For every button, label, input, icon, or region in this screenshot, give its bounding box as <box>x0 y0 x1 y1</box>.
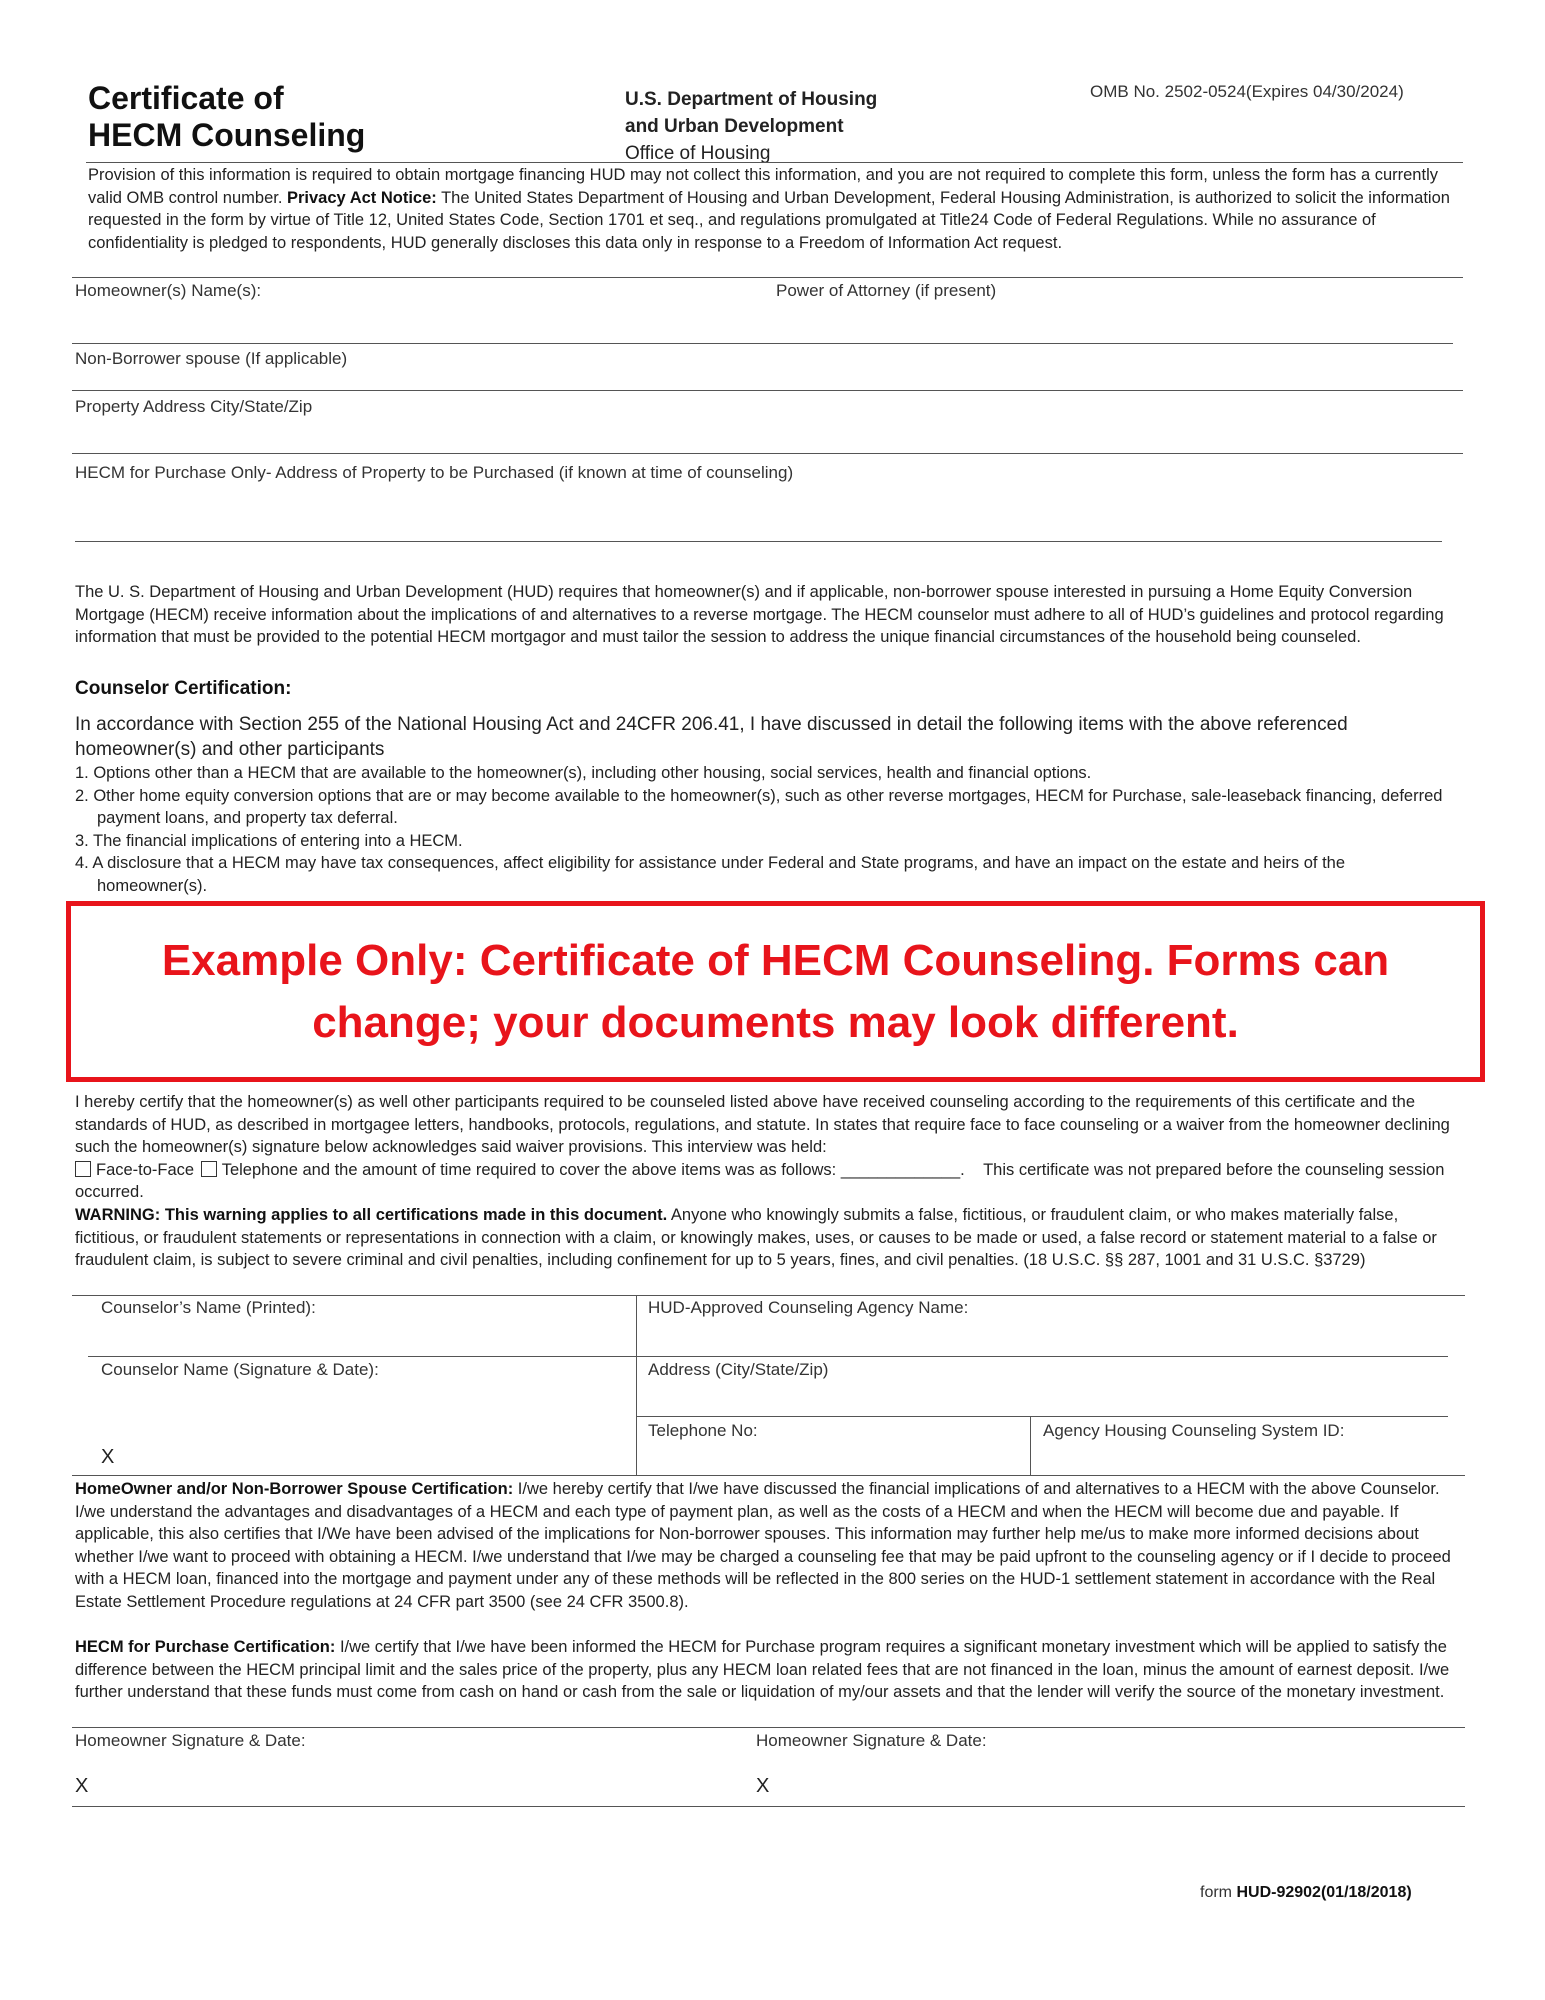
homeowner-names-line[interactable] <box>72 343 1453 344</box>
agency-address-label: Address (City/State/Zip) <box>648 1360 829 1379</box>
power-of-attorney-label: Power of Attorney (if present) <box>776 281 997 300</box>
intro-paragraph: The U. S. Department of Housing and Urban Development (HUD) requires that homeowner(s) and if applicable, non-borrower spouse interested in pursuing a Home Equity Conversion Mortgage (HECM) receive information about the implications of and alternatives to a reverse mortgage. The HECM counselor must adhere to all of HUD’s guidelines and protocol regarding information that must be provided to the potential HECM mortgagor and must tailor the session to address the unique financial circumstances of the household being counseled. <box>75 583 1444 647</box>
non-borrower-spouse-label: Non-Borrower spouse (If applicable) <box>75 349 348 368</box>
form-title-line2: HECM Counseling <box>88 117 366 153</box>
counselor-signature-label: Counselor Name (Signature & Date): <box>101 1360 379 1379</box>
warning-label: WARNING: This warning applies to all certifications made in this document. <box>75 1206 668 1224</box>
table-divider-vertical <box>1030 1416 1031 1475</box>
list-item: 3. The financial implications of entering into a HECM. <box>75 831 463 850</box>
purchase-address-label: HECM for Purchase Only- Address of Property to be Purchased (if known at time of counseling) <box>75 463 794 482</box>
homeowner-cert-label: HomeOwner and/or Non-Borrower Spouse Certification: <box>75 1480 514 1498</box>
homeowner-signature-x-right[interactable]: X <box>756 1775 770 1797</box>
agency-line2: and Urban Development <box>625 116 844 137</box>
warning-paragraph <box>75 1204 1460 1272</box>
agency-name-label: HUD-Approved Counseling Agency Name: <box>648 1298 969 1317</box>
system-id-label: Agency Housing Counseling System ID: <box>1043 1421 1345 1440</box>
counselor-cert-heading: Counselor Certification: <box>75 678 292 699</box>
purchase-cert-text: I/we certify that I/we have been informed the HECM for Purchase program requires a significant monetary investment which will be applied to satisfy the difference between the HECM principal limit and the sales price of the property, plus any HECM loan related fees that are not financed in the loan, minus the amount of earnest deposit. I/we further understand that these funds must come from cash on hand or cash from the sale or liquidation of my/our assets and that the lender will verify the source of the monetary investment. <box>75 1638 1450 1702</box>
homeowner-cert-paragraph <box>75 1478 1460 1614</box>
form-title-line1: Certificate of <box>88 80 284 116</box>
counselor-cert-lead: In accordance with Section 255 of the National Housing Act and 24CFR 206.41, I have discussed in detail the following items with the above referenced homeowner(s) and other participants <box>75 714 1348 760</box>
example-only-banner: Example Only: Certificate of HECM Counseling. Forms can change; your documents may look different. <box>66 901 1485 1082</box>
counselor-name-printed-label: Counselor’s Name (Printed): <box>101 1298 316 1317</box>
agency-line1: U.S. Department of Housing <box>625 89 878 110</box>
table-bottom-line <box>72 1475 1465 1476</box>
counselor-name-line[interactable] <box>88 1356 1448 1357</box>
telephone-checkbox[interactable] <box>201 1161 217 1177</box>
property-address-label: Property Address City/State/Zip <box>75 397 313 416</box>
certify-paragraph <box>75 1091 1460 1204</box>
list-item: 4. A disclosure that a HECM may have tax consequences, affect eligibility for assistance under Federal and State programs, and have an impact on the estate and heirs of the homeowner(s). <box>75 854 1346 895</box>
warning-text: Anyone who knowingly submits a false, fictitious, or fraudulent claim, or who makes materially false, fictitious, or fraudulent statements or representations in connection with a claim, or knowingly makes, uses, or causes to be made or used, a false record or statement material to a false or fraudulent claim, is subject to severe criminal and civil penalties, including confinement for up to 5 years, fines, and civil penalties. (18 U.S.C. §§ 287, 1001 and 31 U.S.C. §3729) <box>75 1206 1437 1270</box>
counselor-cert-list <box>75 762 1453 898</box>
purchase-cert-paragraph <box>75 1636 1460 1704</box>
table-top-line <box>72 1295 1465 1296</box>
omb-number: OMB No. 2502-0524(Expires 04/30/2024) <box>1090 82 1404 101</box>
privacy-text-a: Provision of this information is required to obtain mortgage financing HUD may not collect this information, and you are not required to complete this form, unless the form has a currently valid OMB control number. <box>88 166 1438 207</box>
face-to-face-label: Face-to-Face <box>96 1160 195 1179</box>
agency-office: Office of Housing <box>625 143 771 164</box>
form-footer <box>1200 1884 1412 1902</box>
agency-block <box>625 86 877 167</box>
purchase-cert-label: HECM for Purchase Certification: <box>75 1638 336 1656</box>
footer-prefix: form <box>1200 1884 1237 1901</box>
time-required-text: and the amount of time required to cover the above items was as follows: _____________. <box>302 1160 965 1179</box>
homeowner-signature-label-right: Homeowner Signature & Date: <box>756 1731 987 1750</box>
property-address-line[interactable] <box>72 453 1463 454</box>
non-borrower-spouse-line[interactable] <box>72 390 1463 391</box>
homeowner-signature-label-left: Homeowner Signature & Date: <box>75 1731 306 1750</box>
privacy-notice <box>88 164 1458 254</box>
face-to-face-checkbox[interactable] <box>75 1161 91 1177</box>
purchase-address-line[interactable] <box>75 541 1442 542</box>
telephone-label: Telephone No: <box>648 1421 758 1440</box>
privacy-text-b: The United States Department of Housing and Urban Development, Federal Housing Administration, is authorized to solicit the information requested in the form by virtue of Title 12, United States Code, Section 1701 et seq., and regulations promulgated at Title24 Code of Federal Regulations. While no assurance of confidentiality is pledged to respondents, HUD generally discloses this data only in response to a Freedom of Information Act request. <box>88 188 1450 252</box>
not-prepared-text: This certificate was not prepared before the counseling session occurred. <box>75 1160 1445 1202</box>
divider <box>72 277 1463 278</box>
homeowner-cert-text: I/we hereby certify that I/we have discussed the financial implications of and alternatives to a HECM with the above Counselor. I/we understand the advantages and disadvantages of a HECM and each type of payment plan, as well as the costs of a HECM and when the HECM will become due and payable. If applicable, this also certifies that I/We have been advised of the implications for Non-borrower spouses. This information may further help me/us to make more informed decisions about whether I/we want to proceed with obtaining a HECM. I/we understand that I/we may be charged a counseling fee that may be paid upfront to the counseling agency or if I decide to proceed with a HECM loan, financed into the mortgage and payment under any of these methods will be reflected in the 800 series on the HUD-1 settlement statement in accordance with the Real Estate Settlement Procedure regulations at 24 CFR part 3500 (see 24 CFR 3500.8). <box>75 1480 1451 1611</box>
homeowner-signature-x-left[interactable]: X <box>75 1775 89 1797</box>
form-title <box>88 80 365 154</box>
divider <box>72 1727 1465 1728</box>
counselor-signature-x[interactable]: X <box>101 1446 115 1468</box>
list-item: 1. Options other than a HECM that are available to the homeowner(s), including other housing, social services, health and financial options. <box>75 764 1092 782</box>
privacy-act-label: Privacy Act Notice: <box>287 188 437 207</box>
signature-line[interactable] <box>72 1806 1465 1807</box>
list-item: 2. Other home equity conversion options that are or may become available to the homeowner(s), such as other reverse mortgages, HECM for Purchase, sale-leaseback financing, deferred payment loans, and property tax deferral. <box>75 786 1443 828</box>
certify-text: I hereby certify that the homeowner(s) as well other participants required to be counseled listed above have received counseling according to the requirements of this certificate and the standards of HUD, as described in mortgagee letters, handbooks, protocols, regulations, and statute. In states that require face to face counseling or a waiver from the homeowner declining such the homeowner(s) signature below acknowledges said waiver provisions. This interview was held: <box>75 1093 1450 1157</box>
divider <box>86 162 1463 163</box>
telephone-label: Telephone <box>221 1160 298 1179</box>
agency-address-line[interactable] <box>636 1416 1448 1417</box>
table-divider-vertical <box>636 1295 637 1475</box>
form-id: HUD-92902(01/18/2018) <box>1236 1884 1412 1901</box>
homeowner-names-label: Homeowner(s) Name(s): <box>75 281 262 300</box>
